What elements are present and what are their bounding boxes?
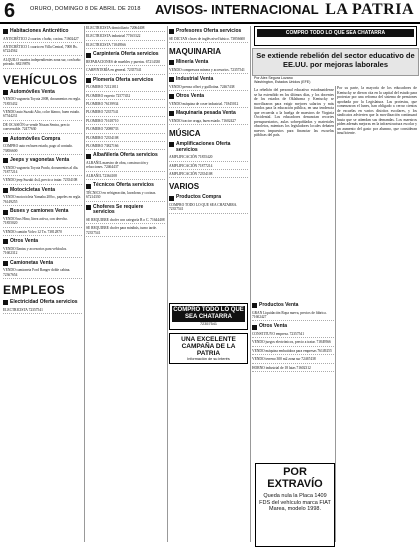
category-label: Otros Venta bbox=[176, 93, 205, 99]
classified-ad: CARPINTERÍA en general. 72357541 bbox=[86, 68, 165, 74]
classified-ad: VENDO jeep Suzuki 4x4, precio a tratar. 72354108 bbox=[3, 178, 82, 184]
category-label: Automóviles Compra bbox=[10, 135, 61, 142]
classified-ad: REPARACIONES de muebles y puertas. 67214330 bbox=[86, 60, 165, 66]
classifieds-column-1 bbox=[3, 26, 82, 544]
category-heading bbox=[86, 78, 165, 84]
bullet-icon bbox=[169, 60, 174, 65]
classified-ad: VENDO vagoneta Toyota Prado, documentos al día. 71877214 bbox=[3, 166, 82, 177]
classified-ad: TÉCNICO en refrigeración, lavadoras y cocinas. 67214330 bbox=[86, 191, 165, 202]
extravio-title: POR EXTRAVÍO bbox=[267, 466, 323, 490]
top-ad-strip bbox=[254, 26, 417, 46]
classified-ad: PLOMERO 72088733 bbox=[86, 127, 165, 133]
category-heading bbox=[3, 90, 82, 96]
bullet-icon bbox=[86, 205, 91, 210]
category-heading bbox=[3, 209, 82, 215]
category-heading bbox=[169, 111, 248, 117]
classified-ad: ELECTRICISTA 72357541 bbox=[3, 308, 82, 314]
scrap-ad bbox=[254, 26, 417, 46]
category-heading bbox=[169, 142, 248, 153]
scrap-ad-title: COMPRO TODO LO QUE SEA CHATARRA bbox=[173, 307, 244, 320]
category-label: EMPLEOS bbox=[3, 282, 66, 297]
classified-ad: PLOMERO 76139934 bbox=[86, 102, 165, 108]
classified-ad: VENDO tractor oruga, buen estado. 71602427 bbox=[169, 119, 248, 125]
category-label: Camionetas Venta bbox=[10, 259, 54, 266]
category-heading bbox=[86, 52, 165, 58]
category-heading bbox=[169, 29, 248, 35]
category-label: Productos Venta bbox=[259, 302, 299, 308]
section-heading bbox=[169, 47, 248, 57]
category-heading bbox=[252, 324, 334, 330]
category-label: Técnicos Oferta servicios bbox=[93, 182, 154, 189]
bullet-icon bbox=[252, 325, 257, 330]
bullet-icon bbox=[169, 196, 174, 201]
category-label: Habitaciones Anticrético bbox=[10, 28, 69, 34]
classified-ad: AMPLIFICACIÓN 71855420 bbox=[169, 155, 248, 161]
category-heading bbox=[169, 195, 248, 201]
notice-box bbox=[169, 333, 248, 365]
notice-title: UNA EXCELENTE CAMPAÑA DE LA PATRIA bbox=[181, 335, 236, 357]
classified-ad: PLOMERO 72357541 bbox=[86, 110, 165, 116]
column-divider bbox=[250, 26, 251, 542]
category-label: Otros Venta bbox=[259, 323, 288, 330]
classified-ad: VENDO prensa offset y guillotina. 72467438 bbox=[169, 85, 248, 91]
bullet-icon bbox=[3, 29, 8, 34]
news-body-col-1: La rebelión del personal educativo estadounidense se ha extendido en los últimos días, y los docentes de los estados de Oklahoma y Kentucky se movilizaron para exigir mejores salarios y más fondos para la educación pública, en una tendencia que recuerda a la huelga de maestros de Virginia Occidental. Los educadores denuncian recortes presupuestarios, aulas sobrepobladas y materiales obsoletos, mientras los legisladores locales debaten nuevos impuestos para financiar las escuelas públicas del país. bbox=[254, 88, 334, 137]
bullet-icon bbox=[3, 137, 8, 142]
category-heading bbox=[3, 158, 82, 164]
classified-ad: SE REQUIERE chofer para minibús, turno tarde. 72357541 bbox=[86, 226, 165, 237]
category-label: Amplificaciones Oferta servicios bbox=[176, 141, 231, 153]
news-body-col-2: Por su parte, la mayoría de los educadores de Kentucky se dieron cita en la capital del estado para protestar por una reforma del sistema de pensiones aprobada por la Legislatura. Las protestas, que comenzaron el lunes, han obligado a cerrar cientos de escuelas en varios distritos escolares, y los sindicatos advierten que la movilización continuará hasta que se atiendan sus demandas. Los maestros piden además mejoras en la infraestructura escolar y un aumento del gasto por alumno, que consideran insuficiente. bbox=[337, 86, 417, 135]
scrap-ad-title: COMPRO TODO LO QUE SEA CHATARRA bbox=[257, 29, 414, 37]
classified-ad: PLOMERO 72121811 bbox=[86, 85, 165, 91]
classifieds-column-2 bbox=[86, 26, 165, 544]
category-heading bbox=[86, 153, 165, 159]
bullet-icon bbox=[169, 111, 174, 116]
category-heading bbox=[86, 183, 165, 189]
category-label: Electricidad Oferta servicios bbox=[10, 298, 78, 305]
newspaper-brand: LA PATRIA bbox=[325, 1, 414, 18]
classified-ad: ANTICRÉTICO 2 cuartos c baño, cocina. 71602427 bbox=[3, 37, 82, 43]
news-headline: Se extiende rebelión del sector educativo de EE.UU. por mejoras laborales bbox=[256, 51, 415, 69]
classified-ad: VENDO terreno 300 m2 zona sur 72467438 bbox=[252, 357, 334, 363]
classified-ad: ALQUILO cuartos independientes zona sur, con baño privado. 68219876 bbox=[3, 58, 82, 69]
classified-ad: VENDO llantas y accesorios para vehículos. 71602312 bbox=[3, 247, 82, 258]
bullet-icon bbox=[169, 77, 174, 82]
category-label: Otros Venta bbox=[10, 238, 39, 245]
classified-ad: COMPRO auto en buen estado, pago al contado. 73856600 bbox=[3, 144, 82, 155]
category-heading bbox=[3, 188, 82, 194]
bullet-icon bbox=[169, 94, 174, 99]
category-label: MAQUINARIA bbox=[169, 47, 221, 56]
category-heading bbox=[169, 94, 248, 100]
category-label: Automóviles Venta bbox=[10, 88, 55, 95]
scrap-ad bbox=[169, 303, 248, 330]
extravio-text: Queda nula la Placa 1409 FDS del vehículo marca FIAT Marea, modelo 1998. bbox=[259, 493, 331, 512]
category-heading bbox=[252, 303, 334, 309]
category-heading bbox=[3, 29, 82, 35]
classified-ad: VENDO camión Volvo 12 Tn. 73812870 bbox=[3, 230, 82, 236]
page-date: ORURO, DOMINGO 8 DE ABRIL DE 2018 bbox=[30, 6, 141, 12]
classified-ad: SE DICTAN clases de inglés nivel básico. 73856600 bbox=[169, 37, 248, 43]
category-label: Minería Venta bbox=[176, 59, 209, 65]
classified-ad: VENDO motocicleta Yamaha 200cc, papeles en regla. 76149255 bbox=[3, 195, 82, 206]
ads-block bbox=[169, 300, 248, 540]
classified-ad: HORNO industrial de 18 latas 71602312 bbox=[252, 366, 334, 372]
news-headline-box bbox=[252, 48, 419, 76]
classified-ad: VENDO máquina de coser industrial. 71845012 bbox=[169, 102, 248, 108]
category-label: Carpintería Oferta servicios bbox=[93, 51, 159, 58]
classified-ad: VENDO bus Hino, línea activa, con derecho. 71855020 bbox=[3, 217, 82, 228]
category-label: Motocicletas Venta bbox=[10, 186, 56, 193]
category-heading bbox=[86, 205, 165, 216]
category-heading bbox=[3, 239, 82, 245]
category-label: VARIOS bbox=[169, 182, 200, 192]
section-heading bbox=[3, 73, 82, 87]
section-heading bbox=[169, 182, 248, 192]
category-label: Jeeps y vagonetas Venta bbox=[10, 157, 70, 164]
category-label: Choferes Se requiere servicios bbox=[93, 203, 144, 216]
column-divider bbox=[167, 26, 168, 542]
bullet-icon bbox=[252, 303, 257, 308]
bullet-icon bbox=[3, 158, 8, 163]
classified-ad: CONSTITUYO empresa. 72357541 bbox=[252, 332, 334, 338]
classified-ad: PLOMERO experto 72577452 bbox=[86, 94, 165, 100]
bullet-icon bbox=[3, 188, 8, 193]
category-label: VEHÍCULOS bbox=[3, 72, 78, 87]
page-header bbox=[0, 0, 420, 24]
classified-ad: VENDO máquina embutidora para empresas 76149255 bbox=[252, 349, 334, 355]
classified-ad: SE REQUIERE chofer con categoría B o C. 71644408 bbox=[86, 218, 165, 224]
notice-sub: Información de su interés bbox=[187, 356, 230, 361]
classified-ad: VENDO vagoneta Toyota 2008, documentos en regla. 71855432 bbox=[3, 97, 82, 108]
classified-ad: VENDO juegos electrónicos, precio a tratar. 71849566 bbox=[252, 340, 334, 346]
category-label: Maquinaria pesada Venta bbox=[176, 110, 236, 116]
news-place: Washington, Estados Unidos (EFE) bbox=[254, 80, 311, 85]
classified-ad: AMPLIFICACIÓN 72354108 bbox=[169, 172, 248, 178]
column-divider bbox=[84, 26, 85, 542]
page-number: 6 bbox=[4, 0, 16, 22]
category-heading bbox=[169, 60, 248, 66]
classified-ad: VENDO camioneta Ford Ranger doble cabina. 72367654 bbox=[3, 268, 82, 279]
news-author: Por Alex Segura Lozano bbox=[254, 76, 293, 80]
category-heading bbox=[3, 137, 82, 143]
extravio-notice bbox=[255, 463, 335, 547]
bullet-icon bbox=[3, 300, 8, 305]
classified-ad: PLOMERO 72354108 bbox=[86, 136, 165, 142]
section-heading bbox=[3, 283, 82, 297]
bullet-icon bbox=[169, 142, 174, 147]
section-heading bbox=[169, 129, 248, 139]
category-label: MÚSICA bbox=[169, 129, 201, 138]
category-label: Industrial Venta bbox=[176, 76, 214, 82]
category-heading bbox=[3, 261, 82, 267]
classified-ad: COMPRO TODO LO QUE SEA CHATARRA. 72357541 bbox=[169, 203, 248, 214]
category-label: Productos Compra bbox=[176, 194, 222, 201]
category-heading bbox=[169, 77, 248, 83]
category-label: Buses y camiones Venta bbox=[10, 208, 69, 215]
category-label: Albañilería Oferta servicios bbox=[93, 152, 158, 159]
category-label: Plomería Oferta servicios bbox=[93, 76, 154, 83]
bullet-icon bbox=[3, 261, 8, 266]
classified-ad: VENDO compresora minera y accesorios. 72357541 bbox=[169, 68, 248, 74]
classified-ad: PLOMERO 73827166 bbox=[86, 144, 165, 150]
column-divider bbox=[335, 86, 336, 542]
bullet-icon bbox=[3, 90, 8, 95]
classified-ad: ELECTRICISTA 71849566 bbox=[86, 43, 165, 49]
classified-ad: ANTICRÉTICO 1 cuarto en Villa Central, 7000 Bs. 67224562 bbox=[3, 45, 82, 56]
bullet-icon bbox=[86, 184, 91, 189]
classified-ad: VENDO auto Suzuki Alto, color blanco, buen estado. 67544231 bbox=[3, 110, 82, 121]
news-byline bbox=[254, 76, 310, 85]
classified-ad: ELECTRICISTA industrial 77165322 bbox=[86, 34, 165, 40]
classified-ad: DE OCASIÓN se vende Nissan Sentra, precio conversable. 72477630 bbox=[3, 123, 82, 134]
classified-ad: ALBAÑIL 72364108 bbox=[86, 174, 165, 180]
classified-ad: ELECTRICISTA domiciliario 72064408 bbox=[86, 26, 165, 32]
category-heading bbox=[3, 300, 82, 306]
classified-ad: GRAN Liquidación Ropa nueva, precios de fábrica. 71602427 bbox=[252, 311, 334, 322]
bullet-icon bbox=[86, 53, 91, 58]
scrap-ad-phone: 72357541 bbox=[200, 322, 217, 326]
category-label: Profesores Oferta servicios bbox=[176, 28, 242, 34]
bullet-icon bbox=[169, 29, 174, 34]
bullet-icon bbox=[86, 154, 91, 159]
classified-ad: ALBAÑIL maestro de obra, construcción y refacciones. 72464437 bbox=[86, 161, 165, 172]
classified-ad: PLOMERO 71618710 bbox=[86, 119, 165, 125]
bullet-icon bbox=[86, 78, 91, 83]
bullet-icon bbox=[3, 210, 8, 215]
classified-ad: AMPLIFICACIÓN 71877214 bbox=[169, 164, 248, 170]
bullet-icon bbox=[3, 239, 8, 244]
section-title: AVISOS- INTERNACIONAL bbox=[155, 2, 319, 17]
